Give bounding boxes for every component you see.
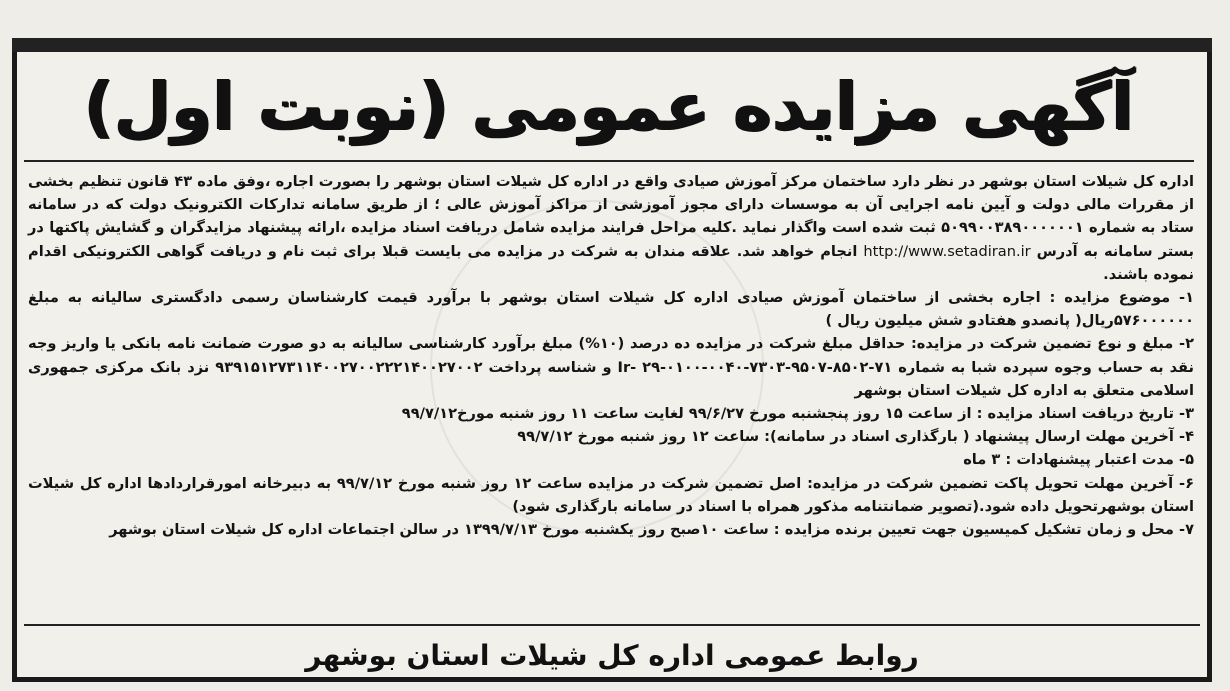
item-number: ۴- (1179, 428, 1194, 446)
item-number: ۵- (1179, 451, 1194, 469)
item-7 (28, 518, 1194, 541)
intro-text-part2: انجام خواهد شد. علاقه مندان به شرکت در مزایده می بایست قبلا برای ثبت نام و دریافت گواهی الکترونیکی اقدام نموده باشند. (28, 242, 1194, 283)
footer-box (24, 624, 1200, 684)
intro-text-part1: اداره کل شیلات استان بوشهر در نظر دارد ساختمان مرکز آموزش صیادی واقع در اداره کل شیلات استان بوشهر را بصورت اجاره ،وفق ماده ۴۳ قانون تنظیم بخشی از مقررات مالی دولت و آیین نامه اجرایی آن به موسسات دارای مجوز آموزشی از مراکز آموزش عالی ؛ از طریق سامانه تدارکات الکترونیک دولت که در سامانه ستاد به شماره ۵۰۹۹۰۰۳۸۹۰۰۰۰۰۰۱ ثبت شده است واگذار نماید .کلیه مراحل فرایند مزایده شامل دریافت اسناد مزایده ،ارائه پیشنهاد مزایدگران و گشایش پاکتها در بستر سامانه به آدرس (28, 173, 1195, 260)
item-1 (28, 286, 1194, 332)
item-text: ساعت ۱۲ روز شنبه مورخ ۹۹/۷/۱۲ (517, 428, 760, 446)
item-number: ۱- (1179, 289, 1194, 307)
item-text: از ساعت ۱۵ روز پنجشنبه مورخ ۹۹/۶/۲۷ لغایت ساعت ۱۱ روز شنبه مورخ۹۹/۷/۱۲ (401, 405, 972, 423)
item-text: ساعت ۱۰صبح روز یکشنبه مورخ ۱۳۹۹/۷/۱۳ در سالن اجتماعات اداره کل شیلات استان بوشهر (109, 521, 769, 539)
item-number: ۶- (1179, 474, 1194, 492)
item-text: حداقل مبلغ شرکت در مزایده ده درصد (۱۰%) مبلغ برآورد کارشناسی سالیانه به دو صورت ضمانت نامه بانکی یا واریز وجه نقد به حساب وجوه سپرده شبا به شماره Ir- ۲۹-۰۱۰۰-۰۰۴۰-۷۳۰۳-۹۵۰۷-۸۵۰۲-۷۱ و شناسه پرداخت ۹۳۹۱۵۱۲۷۳۱۱۴۰۰۲۷۰۰۲۲۲۱۴۰۰۲۷۰۰۲ نزد بانک مرکزی جمهوری اسلامی متعلق به اداره کل شیلات استان بوشهر (28, 335, 1195, 399)
item-4 (28, 425, 1194, 448)
item-text: اصل تضمین شرکت در مزایده ساعت ۱۲ روز شنبه مورخ ۹۹/۷/۱۲ به دبیرخانه امورقراردادها اداره کل شیلات استان بوشهرتحویل داده شود.(تصویر ضمانتنامه مذکور همراه با اسناد در سامانه بارگذاری شود) (28, 474, 1194, 515)
notice-body (28, 170, 1194, 626)
item-6 (28, 472, 1194, 518)
item-3 (28, 402, 1194, 425)
intro-paragraph (28, 170, 1194, 286)
item-heading: آخرین مهلت تحویل پاکت تضمین شرکت در مزایده: (807, 474, 1174, 492)
setad-url-link[interactable]: http://www.setadiran.ir (863, 242, 1031, 260)
top-border-bar (12, 38, 1212, 52)
item-heading: تاریخ دریافت اسناد مزایده : (976, 405, 1174, 423)
item-5 (28, 448, 1194, 471)
footer-signature: روابط عمومی اداره کل شیلات استان بوشهر (305, 638, 919, 672)
title-box (24, 52, 1194, 162)
item-heading: مدت اعتبار پیشنهادات : (1005, 451, 1174, 469)
item-text: ۳ ماه (963, 451, 1001, 469)
item-heading: مبلغ و نوع تضمین شرکت در مزایده: (910, 335, 1174, 353)
item-number: ۷- (1179, 521, 1194, 539)
notice-title: آگهی مزایده عمومی (نوبت اول) (83, 67, 1135, 145)
item-heading: موضوع مزایده : (1049, 289, 1171, 307)
item-number: ۲- (1179, 335, 1194, 353)
item-heading: محل و زمان تشکیل کمیسیون جهت تعیین برنده مزایده : (773, 521, 1174, 539)
item-2 (28, 332, 1194, 402)
item-text: اجاره بخشی از ساختمان آموزش صیادی اداره کل شیلات استان بوشهر با برآورد قیمت کارشناسان رسمی دادگستری سالیانه به مبلغ ۵۷۶۰۰۰۰۰۰ریال( پانصدو هفتادو شش میلیون ریال ) (28, 289, 1194, 330)
item-number: ۳- (1179, 405, 1194, 423)
item-heading: آخرین مهلت ارسال پیشنهاد ( بارگذاری اسناد در سامانه): (764, 428, 1174, 446)
